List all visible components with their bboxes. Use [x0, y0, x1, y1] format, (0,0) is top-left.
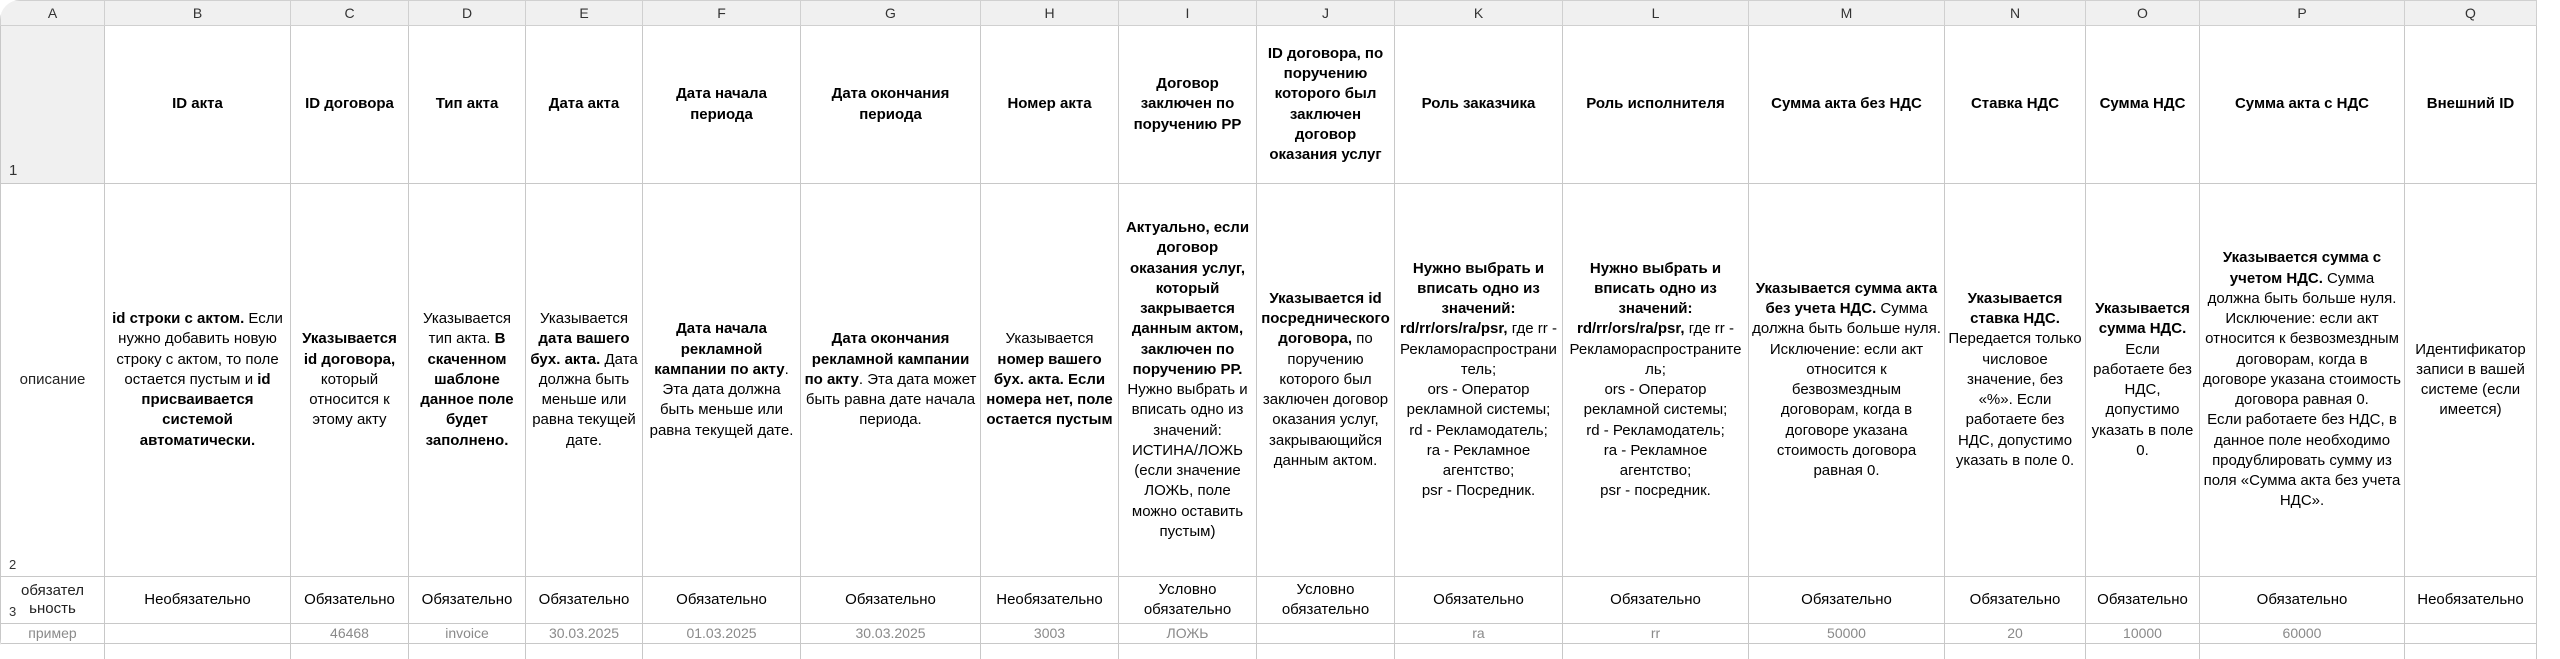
- row-number-1[interactable]: 1: [1, 26, 105, 184]
- description-text: ors - Оператор рекламной системы;: [1583, 381, 1728, 419]
- description-text: ors - Оператор рекламной системы;: [1406, 381, 1551, 419]
- header-cell-O[interactable]: Сумма НДС: [2086, 26, 2200, 184]
- column-header-P[interactable]: P: [2200, 1, 2405, 26]
- header-cell-D[interactable]: Тип акта: [409, 26, 526, 184]
- header-cell-F[interactable]: Дата начала периода: [643, 26, 801, 184]
- description-cell-G[interactable]: [801, 184, 981, 577]
- header-cell-P[interactable]: Сумма акта с НДС: [2200, 26, 2405, 184]
- empty-cell-A[interactable]: [1, 644, 105, 659]
- header-cell-G[interactable]: Дата окончания периода: [801, 26, 981, 184]
- example-cell-F[interactable]: 01.03.2025: [643, 624, 801, 644]
- example-cell-N[interactable]: 20: [1945, 624, 2086, 644]
- description-text: Указывается сумма НДС.: [2095, 300, 2190, 338]
- required-cell-N[interactable]: Обязательно: [1945, 577, 2086, 624]
- required-cell-J[interactable]: Условно обязательно: [1257, 577, 1395, 624]
- example-cell-J[interactable]: [1257, 624, 1395, 644]
- column-header-L[interactable]: L: [1563, 1, 1749, 26]
- description-cell-P[interactable]: [2200, 184, 2405, 577]
- description-text: psr - посредник.: [1600, 482, 1711, 500]
- header-cell-K[interactable]: Роль заказчика: [1395, 26, 1563, 184]
- header-cell-H[interactable]: Номер акта: [981, 26, 1119, 184]
- empty-cell-Q[interactable]: [2405, 644, 2537, 659]
- column-header-E[interactable]: E: [526, 1, 643, 26]
- example-label[interactable]: пример: [1, 624, 105, 644]
- description-text: Передается только числовое значение, без «%». Если работаете без НДС, допустимо указать в поле 0.: [1948, 330, 2082, 469]
- header-cell-I[interactable]: Договор заключен по поручению РР: [1119, 26, 1257, 184]
- empty-cell-H[interactable]: [981, 644, 1119, 659]
- row-number-3: 3: [9, 604, 17, 620]
- column-header-Q[interactable]: Q: [2405, 1, 2537, 26]
- description-text: Нужно выбрать и вписать одно из значений: ИСТИНА/ЛОЖЬ (если значение ЛОЖЬ, поле можно оставить пустым): [1127, 381, 1248, 540]
- empty-cell-K[interactable]: [1395, 644, 1563, 659]
- empty-cell-N[interactable]: [1945, 644, 2086, 659]
- empty-cell-J[interactable]: [1257, 644, 1395, 659]
- description-cell-J[interactable]: [1257, 184, 1395, 577]
- empty-cell-F[interactable]: [643, 644, 801, 659]
- example-cell-L[interactable]: rr: [1563, 624, 1749, 644]
- description-text: по поручению которого был заключен договор оказания услуг, закрывающийся данным актом.: [1262, 330, 1389, 469]
- description-cell-Q[interactable]: [2405, 184, 2537, 577]
- empty-cell-G[interactable]: [801, 644, 981, 659]
- example-cell-H[interactable]: 3003: [981, 624, 1119, 644]
- example-cell-M[interactable]: 50000: [1749, 624, 1945, 644]
- empty-cell-M[interactable]: [1749, 644, 1945, 659]
- header-cell-M[interactable]: Сумма акта без НДС: [1749, 26, 1945, 184]
- description-text: Указывается: [540, 310, 628, 328]
- description-cell-K[interactable]: [1395, 184, 1563, 577]
- required-cell-G[interactable]: Обязательно: [801, 577, 981, 624]
- description-text: Актуально, если договор оказания услуг, который закрывается данным актом, заключен по поручению РР.: [1125, 219, 1250, 378]
- column-header-A[interactable]: A: [1, 1, 105, 26]
- required-cell-I[interactable]: Условно обязательно: [1119, 577, 1257, 624]
- description-text: Если нужно добавить новую строку с актом, то поле остается пустым и: [116, 310, 283, 388]
- example-cell-B[interactable]: [105, 624, 291, 644]
- column-header-B[interactable]: B: [105, 1, 291, 26]
- description-text: дата вашего бух. акта.: [530, 330, 630, 368]
- description-cell-F[interactable]: [643, 184, 801, 577]
- description-text: Указывается id договора,: [302, 330, 397, 368]
- required-cell-F[interactable]: Обязательно: [643, 577, 801, 624]
- example-cell-Q[interactable]: [2405, 624, 2537, 644]
- description-text: который относится к этому акту: [309, 370, 390, 429]
- description-text: id присваивается системой автоматически.: [139, 370, 271, 449]
- description-text: где rr - Рекламораспространитель;: [1400, 320, 1557, 378]
- required-cell-C[interactable]: Обязательно: [291, 577, 409, 624]
- required-cell-H[interactable]: Необязательно: [981, 577, 1119, 624]
- required-cell-P[interactable]: Обязательно: [2200, 577, 2405, 624]
- example-cell-E[interactable]: 30.03.2025: [526, 624, 643, 644]
- description-text: . Эта дата должна быть меньше или равна текущей дате.: [649, 360, 794, 439]
- description-text: rd - Рекламодатель;: [1409, 421, 1548, 439]
- required-cell-K[interactable]: Обязательно: [1395, 577, 1563, 624]
- description-label-text: описание: [19, 370, 86, 388]
- description-text: где rr - Рекламораспространитель;: [1569, 320, 1742, 378]
- description-text: Дата начала рекламной кампании по акту: [654, 320, 785, 378]
- empty-cell-B[interactable]: [105, 644, 291, 659]
- column-header-G[interactable]: G: [801, 1, 981, 26]
- description-text: Указывается сумма акта без учета НДС.: [1755, 279, 1938, 317]
- column-header-J[interactable]: J: [1257, 1, 1395, 26]
- description-cell-N[interactable]: [1945, 184, 2086, 577]
- header-cell-B[interactable]: ID акта: [105, 26, 291, 184]
- required-cell-Q[interactable]: Необязательно: [2405, 577, 2537, 624]
- description-text: Указывается ставка НДС.: [1967, 289, 2063, 328]
- description-text: Идентификатор записи в вашей системе (если имеется): [2415, 340, 2526, 419]
- header-cell-C[interactable]: ID договора: [291, 26, 409, 184]
- description-text: Если работаете без НДС, допустимо указать в поле 0.: [2091, 340, 2194, 459]
- description-cell-D[interactable]: [409, 184, 526, 577]
- header-cell-N[interactable]: Ставка НДС: [1945, 26, 2086, 184]
- required-cell-L[interactable]: Обязательно: [1563, 577, 1749, 624]
- required-cell-B[interactable]: Необязательно: [105, 577, 291, 624]
- empty-cell-I[interactable]: [1119, 644, 1257, 659]
- example-cell-G[interactable]: 30.03.2025: [801, 624, 981, 644]
- empty-cell-C[interactable]: [291, 644, 409, 659]
- description-text: номер вашего бух. акта. Если номера нет, поле остается пустым: [986, 350, 1113, 429]
- empty-cell-D[interactable]: [409, 644, 526, 659]
- empty-cell-L[interactable]: [1563, 644, 1749, 659]
- column-header-O[interactable]: O: [2086, 1, 2200, 26]
- description-text: . Эта дата может быть равна дате начала периода.: [805, 370, 977, 429]
- example-cell-K[interactable]: ra: [1395, 624, 1563, 644]
- empty-cell-P[interactable]: [2200, 644, 2405, 659]
- required-cell-D[interactable]: Обязательно: [409, 577, 526, 624]
- description-text: Сумма должна быть больше нуля.: [2207, 269, 2397, 307]
- description-text: Исключение: если акт относится к безвозмездным договорам, когда в договоре указана стоимость договора равная 0.: [2203, 310, 2401, 409]
- required-cell-E[interactable]: Обязательно: [526, 577, 643, 624]
- empty-cell-E[interactable]: [526, 644, 643, 659]
- description-text: ra - Рекламное агентство;: [1603, 441, 1708, 479]
- description-text: Дата должна быть меньше или равна текущей дате.: [532, 350, 638, 449]
- description-text: Указывается id посреднического договора,: [1261, 289, 1390, 348]
- description-text: rd - Рекламодатель;: [1586, 421, 1725, 439]
- description-text: Если работаете без НДС, в данное поле необходимо продублировать сумму из поля «Сумма акта без учета НДС».: [2203, 411, 2401, 510]
- description-cell-C[interactable]: [291, 184, 409, 577]
- example-cell-C[interactable]: 46468: [291, 624, 409, 644]
- description-cell-I[interactable]: [1119, 184, 1257, 577]
- header-cell-Q[interactable]: Внешний ID: [2405, 26, 2537, 184]
- description-text: id строки с актом.: [112, 310, 245, 328]
- description-text: Нужно выбрать и вписать одно из значений: rd/rr/ors/ra/psr,: [1400, 259, 1545, 338]
- required-label[interactable]: [1, 577, 105, 624]
- column-header-N[interactable]: N: [1945, 1, 2086, 26]
- description-text: Сумма должна быть больше нуля. Исключение: если акт относится к безвозмездным договорам, когда в договоре указана стоимость договора равная 0.: [1752, 300, 1941, 479]
- description-text: psr - Посредник.: [1421, 482, 1536, 500]
- example-cell-O[interactable]: 10000: [2086, 624, 2200, 644]
- description-label[interactable]: [1, 184, 105, 577]
- column-header-D[interactable]: D: [409, 1, 526, 26]
- required-cell-O[interactable]: Обязательно: [2086, 577, 2200, 624]
- description-text: Нужно выбрать и вписать одно из значений: rd/rr/ors/ra/psr,: [1577, 259, 1722, 338]
- header-cell-E[interactable]: Дата акта: [526, 26, 643, 184]
- column-header-I[interactable]: I: [1119, 1, 1257, 26]
- description-text: Указывается тип акта.: [423, 310, 511, 348]
- example-cell-P[interactable]: 60000: [2200, 624, 2405, 644]
- description-text: Указывается сумма с учетом НДС.: [2222, 249, 2382, 287]
- description-cell-E[interactable]: [526, 184, 643, 577]
- row-number-2: 2: [9, 557, 17, 573]
- description-cell-M[interactable]: [1749, 184, 1945, 577]
- header-cell-L[interactable]: Роль исполнителя: [1563, 26, 1749, 184]
- description-cell-H[interactable]: [981, 184, 1119, 577]
- description-cell-L[interactable]: [1563, 184, 1749, 577]
- column-header-H[interactable]: H: [981, 1, 1119, 26]
- example-cell-D[interactable]: invoice: [409, 624, 526, 644]
- description-text: Дата окончания рекламной кампании по акту: [804, 330, 970, 388]
- description-cell-O[interactable]: [2086, 184, 2200, 577]
- header-cell-J[interactable]: ID договора, по поручению которого был заключен договор оказания услуг: [1257, 26, 1395, 184]
- required-label-text: обязательность: [21, 582, 84, 617]
- description-text: ra - Рекламное агентство;: [1426, 441, 1531, 479]
- description-text: В скаченном шаблоне данное поле будет заполнено.: [420, 330, 514, 449]
- column-header-K[interactable]: K: [1395, 1, 1563, 26]
- description-cell-B[interactable]: [105, 184, 291, 577]
- column-header-F[interactable]: F: [643, 1, 801, 26]
- description-text: Указывается: [1005, 330, 1094, 348]
- required-cell-M[interactable]: Обязательно: [1749, 577, 1945, 624]
- example-cell-I[interactable]: ЛОЖЬ: [1119, 624, 1257, 644]
- empty-cell-O[interactable]: [2086, 644, 2200, 659]
- column-header-M[interactable]: M: [1749, 1, 1945, 26]
- column-header-C[interactable]: C: [291, 1, 409, 26]
